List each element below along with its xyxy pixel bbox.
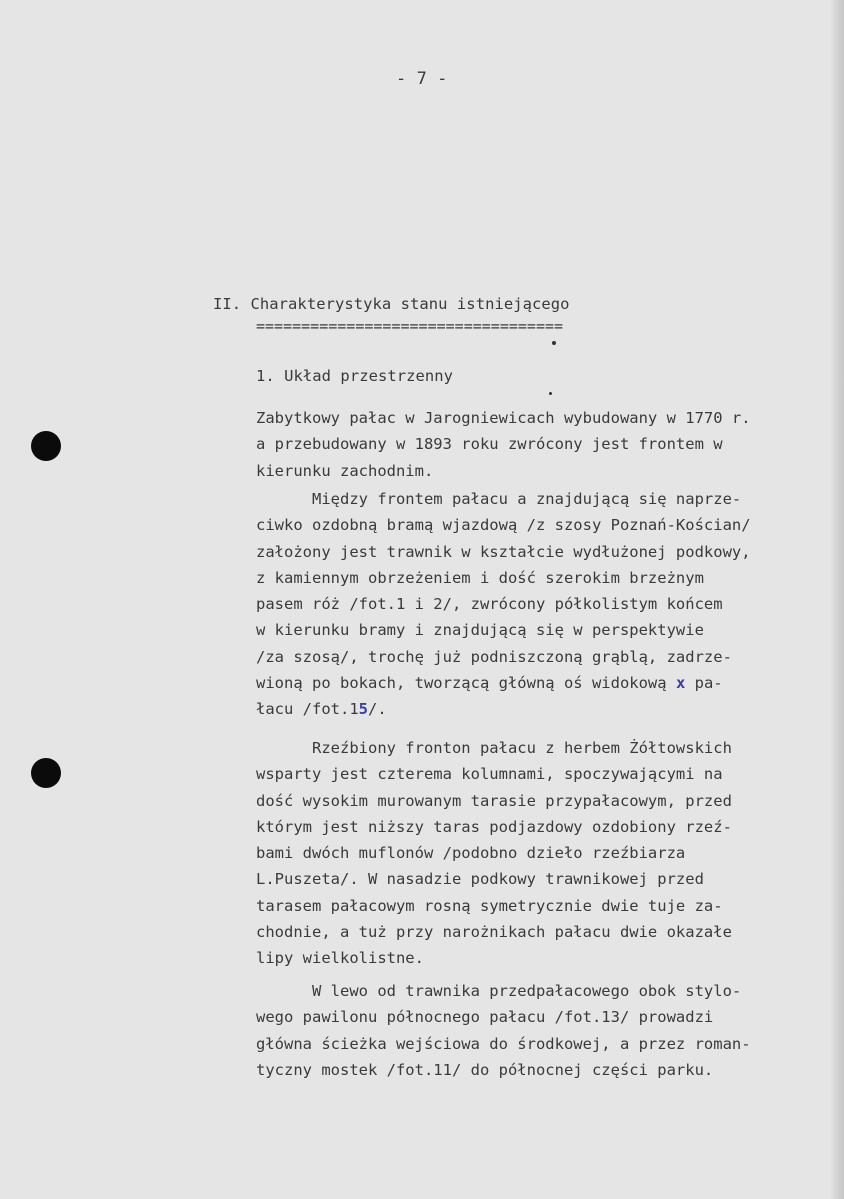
text-line-start: wioną po bokach, tworzącą główną oś widokową [256,674,667,693]
text-line: Między frontem pałacu a znajdującą się naprze- [256,490,742,508]
text-line: w kierunku bramy i znajdującą się w perspektywie [256,621,704,640]
punch-hole-upper [31,431,61,461]
text-line-end: pa- [685,674,723,693]
text-line: W lewo od trawnika przedpałacowego obok stylo- [256,982,742,1000]
text-line: wego pawilonu północnego pałacu /fot.13/ prowadzi [256,1008,714,1027]
page-edge-shadow [830,0,844,1199]
text-line: kierunku zachodnim. [256,461,434,480]
text-line: którym jest niższy taras podjazdowy ozdobiony rzeź- [256,817,732,836]
text-line [256,670,751,696]
text-line: założony jest trawnik w kształcie wydłużonej podkowy, [256,542,751,561]
text-line: Zabytkowy pałac w Jarogniewicach wybudowany w 1770 r. [256,409,751,427]
paragraph-lawn [256,486,751,723]
handwritten-correction: 5 [358,700,368,719]
text-line: główna ścieżka wejściowa do środkowej, a przez roman- [256,1034,751,1053]
text-line: /za szosą/, trochę już podniszczoną grąblą, zadrze- [256,647,732,666]
text-line: tarasem pałacowym rosną symetrycznie dwie tuje za- [256,896,723,915]
section-heading: II. Charakterystyka stanu istniejącego [213,295,570,313]
text-line: dość wysokim murowanym tarasie przypałacowym, przed [256,791,732,810]
paragraph-path [256,978,751,1083]
text-line-start: łacu /fot.1 [256,700,359,719]
text-line: chodnie, a tuż przy narożnikach pałacu dwie okazałe [256,923,732,942]
punch-hole-lower [31,758,61,788]
text-line: ciwko ozdobną bramą wjazdową /z szosy Poznań-Kościan/ [256,516,751,535]
text-line: lipy wielkolistne. [256,949,424,968]
text-line: Rzeźbiony fronton pałacu z herbem Żółtowskich [256,739,732,757]
ink-speck [552,341,556,345]
heading-underline: ================================== [256,317,564,335]
ink-speck [549,392,552,395]
text-line: tyczny mostek /fot.11/ do północnej części parku. [256,1060,714,1079]
text-line [256,696,751,722]
text-line: wsparty jest czterema kolumnami, spoczywającymi na [256,765,723,784]
text-line: bami dwóch muflonów /podobno dzieło rzeźbiarza [256,844,686,863]
text-line-end: /. [368,700,387,719]
text-line: pasem róż /fot.1 i 2/, zwrócony półkolistym końcem [256,595,723,614]
paragraph-intro [256,405,751,484]
text-line: z kamiennym obrzeżeniem i dość szerokim brzeżnym [256,568,704,587]
text-line: L.Puszeta/. W nasadzie podkowy trawnikowej przed [256,870,704,889]
handwritten-mark: x [675,674,686,693]
subsection-title: 1. Układ przestrzenny [256,367,454,385]
page-number: - 7 - [396,69,448,89]
paragraph-fronton [256,735,732,972]
text-line: a przebudowany w 1893 roku zwrócony jest frontem w [256,435,723,454]
